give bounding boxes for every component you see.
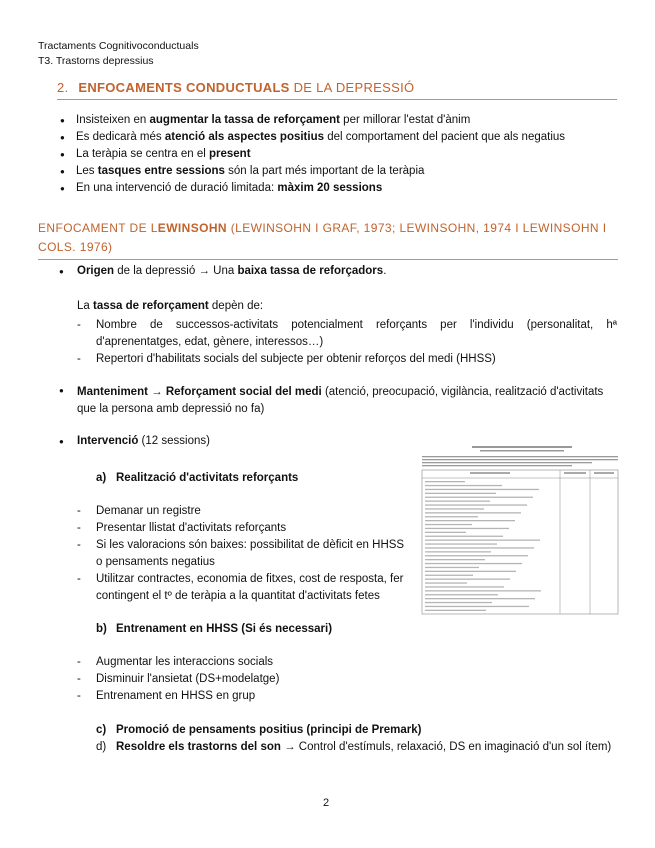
- table-row-line: [425, 543, 497, 544]
- header-course: Tractaments Cognitivoconductuals: [38, 40, 199, 52]
- sub-heading-d: d) Resoldre els trastorns del son → Control d'estímuls, relaxació, DS en imaginació d'un sol ítem): [96, 741, 612, 753]
- table-row-line: [425, 594, 498, 595]
- table-row-line: [425, 481, 465, 482]
- table-row-line: [425, 508, 484, 509]
- bullet-icon: ●: [59, 267, 64, 276]
- list-item: ● La teràpia se centra en el present: [58, 146, 618, 163]
- table-row-line: [425, 602, 492, 603]
- table-row-line: [425, 606, 529, 607]
- section-title-rest: DE LA DEPRESSIÓ: [289, 80, 415, 95]
- table-row-line: [425, 485, 502, 486]
- table-row-line: [425, 571, 516, 572]
- table-row-line: [425, 563, 522, 564]
- table-row-line: [425, 528, 509, 529]
- table-row-line: [425, 559, 485, 560]
- list-item: - Entrenament en HHSS en grup: [77, 688, 617, 705]
- intro-bullet-list: [58, 112, 618, 197]
- table-row-line: [425, 579, 510, 580]
- page-number: 2: [323, 797, 330, 809]
- table-row-line: [425, 555, 528, 556]
- table-row-line: [425, 575, 473, 576]
- table-row-line: [425, 598, 535, 599]
- table-row-line: [425, 516, 478, 517]
- list-item: - Augmentar les interaccions socials: [77, 654, 617, 671]
- section-rule: [57, 99, 617, 100]
- list-item: - Presentar llistat d'activitats reforçants: [77, 520, 407, 537]
- lewinsohn-rule: [38, 259, 618, 260]
- table-row-line: [425, 497, 533, 498]
- table-row-line: [425, 567, 479, 568]
- table-row-line: [425, 501, 490, 502]
- list-item: - Repertori d'habilitats socials del subjecte per obtenir reforços del medi (HHSS): [77, 351, 617, 368]
- section-title: [57, 80, 414, 95]
- table-row-line: [425, 582, 467, 583]
- manteniment-line: Manteniment → Reforçament social del medi (atenció, preocupació, vigilància, realització d'activitats que la persona amb depressió no fa): [77, 386, 604, 415]
- table-row-line: [425, 610, 486, 611]
- section-number: 2.: [57, 80, 69, 95]
- table-row-line: [425, 540, 540, 541]
- tassa-line: La tassa de reforçament depèn de:: [77, 300, 264, 312]
- list-item: - Si les valoracions són baixes: possibilitat de dèficit en HHSS o pensaments negatius: [77, 537, 407, 571]
- table-row-line: [425, 590, 541, 591]
- table-row-line: [425, 520, 515, 521]
- table-row-line: [425, 532, 466, 533]
- sub-heading-b: b) Entrenament en HHSS (Si és necessari): [96, 623, 333, 635]
- table-row-line: [425, 493, 496, 494]
- activities-table-thumbnail: [420, 444, 620, 616]
- table-row-line: [425, 586, 504, 587]
- intervencio-line: Intervenció (12 sessions): [77, 435, 210, 447]
- section-title-bold: ENFOCAMENTS CONDUCTUALS: [78, 80, 290, 95]
- list-item: ● En una intervenció de duració limitada: màxim 20 sessions: [58, 180, 618, 197]
- list-item: - Nombre de successos-activitats potencialment reforçants per l'individu (personalitat, hª d'aprenentatges, edat, gènere, interessos…): [77, 317, 617, 351]
- list-item: - Demanar un registre: [77, 503, 407, 520]
- header-topic: T3. Trastorns depressius: [38, 55, 154, 67]
- table-row-line: [425, 512, 521, 513]
- activities-table-image: [420, 444, 620, 616]
- bullet-icon: ●: [59, 437, 64, 446]
- list-item: ● Les tasques entre sessions són la part més important de la teràpia: [58, 163, 618, 180]
- sub-heading-a: a) Realització d'activitats reforçants: [96, 472, 299, 484]
- table-row-line: [425, 536, 503, 537]
- sub-heading-c: c) Promoció de pensaments positius (principi de Premark): [96, 724, 422, 736]
- origen-line: Origen de la depressió → Una baixa tassa de reforçadors.: [77, 265, 387, 277]
- list-item: - Disminuir l'ansietat (DS+modelatge): [77, 671, 617, 688]
- lewinsohn-heading: ENFOCAMENT DE LEWINSOHN (LEWINSOHN I GRAF, 1973; LEWINSOHN, 1974 I LEWINSOHN I COLS. 1976): [38, 221, 607, 254]
- table-row-line: [425, 551, 491, 552]
- table-row-line: [425, 547, 534, 548]
- list-item: ● Insisteixen en augmentar la tassa de reforçament per millorar l'estat d'ànim: [58, 112, 618, 129]
- table-row-line: [425, 504, 527, 505]
- list-item: - Utilitzar contractes, economia de fitxes, cost de resposta, fer contingent el tº de teràpia a la quantitat d'activitats fetes: [77, 571, 417, 605]
- bullet-icon: ●: [59, 386, 64, 395]
- table-row-line: [425, 524, 472, 525]
- list-item: ● Es dedicarà més atenció als aspectes positius del comportament del pacient que als negatius: [58, 129, 618, 146]
- table-row-line: [425, 489, 539, 490]
